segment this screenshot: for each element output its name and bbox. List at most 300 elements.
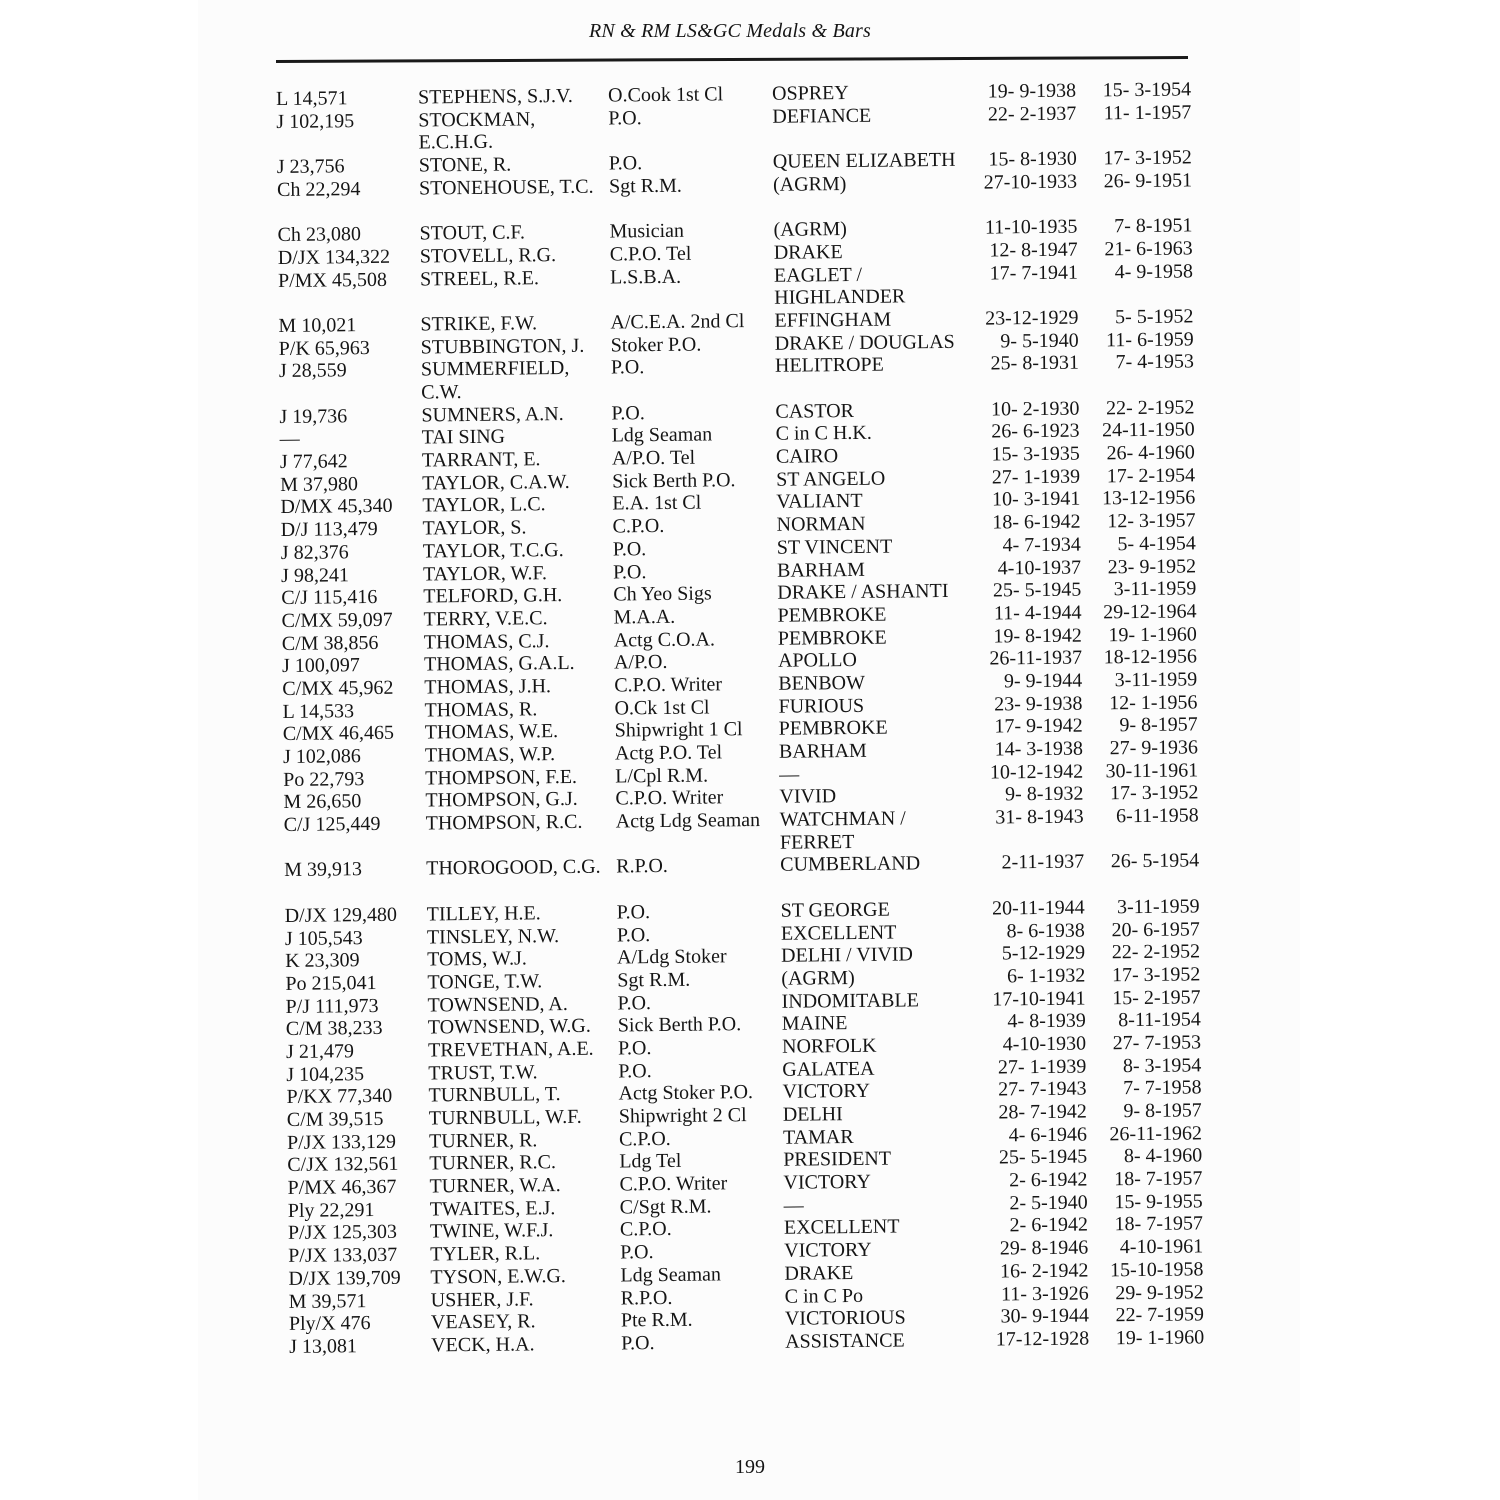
recipient-name: TARRANT, E. <box>421 448 541 472</box>
date-from: 25- 8-1931 <box>990 351 1080 375</box>
date-award: 6-11-1958 <box>1115 804 1199 828</box>
service-number: M 37,980 <box>280 472 359 496</box>
service-number: M 39,913 <box>284 858 363 882</box>
date-award: 26- 5-1954 <box>1110 849 1200 873</box>
date-award: 18- 7-1957 <box>1114 1167 1203 1191</box>
rank: P.O. <box>616 900 651 924</box>
date-from: 29- 8-1946 <box>999 1236 1089 1260</box>
rank: P.O. <box>608 106 642 130</box>
rank: Ldg Tel <box>619 1150 682 1173</box>
service-number: J 105,543 <box>284 926 363 950</box>
date-from: 4- 6-1946 <box>1008 1123 1088 1147</box>
date-from: 15- 3-1935 <box>991 442 1080 466</box>
rank: Ldg Seaman <box>620 1263 722 1287</box>
date-award: 12- 1-1956 <box>1109 691 1198 714</box>
rank: C/Sgt R.M. <box>619 1195 712 1219</box>
rank: P.O. <box>621 1332 655 1355</box>
date-from: 22- 2-1937 <box>987 102 1077 126</box>
ship: ASSISTANCE <box>785 1329 905 1353</box>
service-number: D/JX 134,322 <box>277 245 391 269</box>
date-from: 15- 8-1930 <box>988 147 1077 171</box>
recipient-name: TURNER, W.A. <box>429 1174 561 1198</box>
rank: A/P.O. Tel <box>611 446 696 470</box>
rank: Pte R.M. <box>620 1308 693 1332</box>
date-from: 12- 8-1947 <box>989 238 1078 262</box>
date-from: 19- 9-1938 <box>987 79 1077 103</box>
ship: NORFOLK <box>781 1034 877 1058</box>
rank: C.P.O. Writer <box>615 786 724 810</box>
service-number: J 98,241 <box>280 563 350 587</box>
service-number: J 19,736 <box>279 404 348 428</box>
date-from: 4-10-1930 <box>1002 1032 1087 1056</box>
date-award: 3-11-1959 <box>1114 668 1198 692</box>
service-number: P/KX 77,340 <box>286 1085 393 1109</box>
recipient-name: THOMAS, G.A.L. <box>423 652 575 676</box>
date-from: 16- 2-1942 <box>999 1259 1089 1283</box>
recipient-name: TRUST, T.W. <box>428 1060 538 1085</box>
date-award: 7- 4-1953 <box>1115 350 1195 374</box>
service-number: D/JX 139,709 <box>288 1266 401 1290</box>
rank: Actg Ldg Seaman <box>615 809 761 833</box>
date-from: 30- 9-1944 <box>1000 1304 1090 1328</box>
date-award: 30-11-1961 <box>1105 759 1199 783</box>
ship: — <box>783 1194 804 1217</box>
date-from: 17- 7-1941 <box>989 261 1079 285</box>
ship: CAIRO <box>775 445 839 468</box>
date-award: 27- 9-1936 <box>1109 736 1199 760</box>
date-from: 11- 3-1926 <box>1000 1282 1089 1306</box>
date-award: 11- 6-1959 <box>1105 328 1194 351</box>
recipient-name: THOMPSON, F.E. <box>425 765 578 790</box>
ship: EXCELLENT <box>783 1216 900 1240</box>
date-award: 9- 8-1957 <box>1119 713 1198 737</box>
ship: VALIANT <box>776 490 863 514</box>
service-number: Ch 22,294 <box>276 177 361 201</box>
date-from: 27- 1-1939 <box>997 1055 1087 1079</box>
service-number: J 102,195 <box>276 109 355 133</box>
rank: C.P.O. <box>612 515 665 538</box>
rank: C.P.O. Writer <box>619 1172 728 1196</box>
date-from: 9- 8-1932 <box>1004 782 1084 806</box>
service-number: Ch 23,080 <box>277 223 361 247</box>
ship: GALATEA <box>782 1057 875 1081</box>
rank: M.A.A. <box>613 605 676 629</box>
ship: PEMBROKE <box>777 626 887 650</box>
page-number: 199 <box>735 1456 765 1478</box>
rank: C.P.O. <box>618 1127 671 1151</box>
ship: ST GEORGE <box>780 898 890 922</box>
service-number: — <box>279 428 300 451</box>
service-number: Po 215,041 <box>285 971 377 995</box>
ship: WATCHMAN / FERRET <box>779 807 906 854</box>
date-award: 11- 1-1957 <box>1103 101 1192 125</box>
service-number: P/JX 133,037 <box>288 1243 398 1268</box>
ship: NORMAN <box>776 512 866 536</box>
rank: P.O. <box>617 991 652 1015</box>
date-from: 27- 7-1943 <box>998 1077 1087 1101</box>
recipient-name: TAYLOR, C.A.W. <box>422 470 570 495</box>
service-number: D/J 113,479 <box>280 518 378 542</box>
ship: VICTORY <box>782 1080 871 1104</box>
date-award: 27- 7-1953 <box>1112 1031 1202 1055</box>
ship: DRAKE <box>784 1261 854 1285</box>
date-award: 24-11-1950 <box>1101 418 1195 442</box>
date-from: 14- 3-1938 <box>994 737 1084 761</box>
ship: BARHAM <box>778 739 867 763</box>
date-award: 19- 1-1960 <box>1115 1326 1205 1350</box>
ship: ST ANGELO <box>776 467 886 491</box>
service-number: P/MX 46,367 <box>287 1175 397 1200</box>
ship: TAMAR <box>782 1125 854 1149</box>
rank: Sgt R.M. <box>617 968 691 992</box>
ship: (AGRM) <box>773 218 847 241</box>
recipient-name: TWAITES, E.J. <box>429 1196 556 1221</box>
date-award: 5- 4-1954 <box>1117 532 1196 556</box>
ship: — <box>779 763 800 786</box>
date-from: 9- 9-1944 <box>1003 669 1083 693</box>
rank: Shipwright 2 Cl <box>618 1104 747 1128</box>
date-award: 13-12-1956 <box>1101 486 1196 510</box>
date-award: 4- 9-1958 <box>1114 259 1194 283</box>
date-from: 4- 8-1939 <box>1007 1009 1086 1033</box>
recipient-name: TOMS, W.J. <box>427 947 527 971</box>
date-award: 22- 2-1952 <box>1105 396 1195 420</box>
recipient-name: STEPHENS, S.J.V. <box>417 84 573 109</box>
service-number: P/JX 133,129 <box>286 1130 397 1154</box>
service-number: C/J 115,416 <box>281 586 378 610</box>
recipient-name: TERRY, V.E.C. <box>423 607 548 631</box>
service-number: L 14,533 <box>282 699 355 723</box>
rank: P.O. <box>608 152 643 175</box>
service-number: J 13,081 <box>289 1335 358 1358</box>
service-number: L 14,571 <box>276 87 348 110</box>
date-award: 20- 6-1957 <box>1111 917 1200 941</box>
date-from: 6- 1-1932 <box>1006 964 1086 988</box>
ship: DEFIANCE <box>772 104 872 128</box>
service-number: J 23,756 <box>276 155 345 179</box>
ship: HELITROPE <box>774 353 884 378</box>
recipient-name: USHER, J.F. <box>430 1287 534 1311</box>
date-award: 22- 2-1952 <box>1111 940 1201 964</box>
service-number: P/K 65,963 <box>278 336 370 360</box>
ship: (AGRM) <box>772 172 847 196</box>
date-from: 18- 6-1942 <box>992 510 1081 534</box>
rank: P.O. <box>612 537 647 561</box>
date-from: 10- 3-1941 <box>991 488 1081 511</box>
service-number: J 21,479 <box>285 1040 355 1063</box>
ship: EAGLET / HIGHLANDER <box>773 263 906 310</box>
date-award: 22- 7-1959 <box>1115 1303 1205 1327</box>
date-award: 26- 4-1960 <box>1106 441 1195 465</box>
date-award: 17- 3-1952 <box>1109 781 1199 805</box>
service-number: D/MX 45,340 <box>280 495 393 519</box>
service-number: J 100,097 <box>281 654 360 678</box>
rank: O.Ck 1st Cl <box>614 696 710 720</box>
service-number: C/MX 45,962 <box>282 676 394 700</box>
date-award: 8- 3-1954 <box>1122 1054 1202 1077</box>
rank: Sick Berth P.O. <box>612 468 736 493</box>
rank: P.O. <box>616 923 651 947</box>
recipient-name: TOWNSEND, W.G. <box>427 1015 591 1039</box>
recipient-name: TILLEY, H.E. <box>426 902 541 926</box>
recipient-name: TAYLOR, W.F. <box>422 561 548 585</box>
service-number: K 23,309 <box>285 949 360 973</box>
date-award: 26-11-1962 <box>1109 1122 1203 1146</box>
date-award: 8-11-1954 <box>1118 1008 1201 1032</box>
ship: C in C Po <box>784 1284 864 1308</box>
rank: Ch Yeo Sigs <box>613 582 712 606</box>
date-from: 8- 6-1938 <box>1006 919 1085 942</box>
recipient-name: TYSON, E.W.G. <box>430 1264 566 1289</box>
service-number: J 104,235 <box>286 1062 365 1086</box>
date-from: 11-10-1935 <box>984 215 1078 239</box>
service-number: J 28,559 <box>278 359 347 383</box>
service-number: C/MX 46,465 <box>282 722 395 746</box>
service-number: C/M 38,233 <box>285 1017 383 1041</box>
rank: A/P.O. <box>613 651 668 674</box>
recipient-name: TWINE, W.F.J. <box>429 1219 554 1243</box>
date-from: 26- 6-1923 <box>991 419 1080 443</box>
rank: P.O. <box>612 560 647 583</box>
ship: VICTORY <box>783 1170 872 1194</box>
date-award: 15- 3-1954 <box>1102 78 1192 102</box>
date-from: 4-10-1937 <box>997 556 1082 579</box>
service-number: J 102,086 <box>282 745 361 768</box>
rank: O.Cook 1st Cl <box>607 83 724 107</box>
recipient-name: STOVELL, R.G. <box>419 243 557 268</box>
service-number: J 77,642 <box>279 450 348 474</box>
service-number: C/MX 59,097 <box>281 608 393 632</box>
date-award: 29- 9-1952 <box>1115 1280 1204 1304</box>
date-from: 2- 5-1940 <box>1009 1191 1088 1215</box>
recipient-name: TAYLOR, L.C. <box>422 493 546 517</box>
recipient-name: TONGE, T.W. <box>427 970 543 994</box>
rank: P.O. <box>611 401 645 425</box>
ship: ST VINCENT <box>776 535 893 559</box>
recipient-name: STONE, R. <box>418 153 512 177</box>
date-from: 25- 5-1945 <box>992 578 1082 602</box>
recipient-name: TINSLEY, N.W. <box>426 924 560 948</box>
date-award: 17- 3-1952 <box>1103 146 1192 170</box>
ship: INDOMITABLE <box>781 988 919 1013</box>
rank: P.O. <box>618 1059 652 1083</box>
rank: L/Cpl R.M. <box>615 764 709 788</box>
ship: DRAKE <box>773 240 843 264</box>
date-award: 23- 9-1952 <box>1107 554 1197 578</box>
ship: PEMBROKE <box>778 716 888 741</box>
service-number: Ply/X 476 <box>288 1312 371 1336</box>
ship: OSPREY <box>771 82 849 105</box>
date-award: 3-11-1959 <box>1116 895 1200 919</box>
date-from: 2- 6-1942 <box>1009 1168 1088 1192</box>
date-award: 15-10-1958 <box>1109 1258 1204 1282</box>
rank: R.P.O. <box>616 855 668 878</box>
date-from: 28- 7-1942 <box>998 1100 1087 1124</box>
date-from: 17-10-1941 <box>992 987 1086 1011</box>
recipient-name: THOROGOOD, C.G. <box>426 856 601 880</box>
ship: DRAKE / ASHANTI <box>777 580 949 604</box>
date-award: 17- 3-1952 <box>1111 963 1201 987</box>
date-from: 10- 2-1930 <box>990 397 1080 421</box>
ship: PEMBROKE <box>777 603 887 627</box>
date-from: 2-11-1937 <box>1001 851 1085 874</box>
recipient-name: TURNBULL, T. <box>428 1083 561 1107</box>
service-number: C/M 39,515 <box>286 1107 384 1131</box>
rank: Actg P.O. Tel <box>614 741 723 765</box>
date-award: 7- 7-1958 <box>1123 1076 1202 1100</box>
rank: E.A. 1st Cl <box>612 492 702 515</box>
date-award: 15- 9-1955 <box>1114 1190 1203 1214</box>
recipient-name: THOMAS, J.H. <box>424 675 552 699</box>
date-from: 25- 5-1945 <box>998 1145 1088 1169</box>
date-from: 4- 7-1934 <box>1002 533 1081 557</box>
rank: P.O. <box>617 1037 652 1060</box>
recipient-name: TREVETHAN, A.E. <box>427 1037 594 1062</box>
date-from: 17- 9-1942 <box>994 714 1083 738</box>
recipient-name: STREEL, R.E. <box>419 266 540 291</box>
date-from: 27- 1-1939 <box>991 465 1081 489</box>
service-number: C/M 38,856 <box>281 631 379 655</box>
rank: C.P.O. <box>619 1218 672 1241</box>
date-award: 18- 7-1957 <box>1114 1212 1204 1236</box>
recipient-name: STUBBINGTON, J. <box>420 334 585 359</box>
ship: EFFINGHAM <box>774 308 892 332</box>
service-number: M 26,650 <box>283 790 362 814</box>
date-award: 5- 5-1952 <box>1115 305 1194 329</box>
recipient-name: STOUT, C.F. <box>419 221 526 245</box>
recipient-name: TELFORD, G.H. <box>423 584 563 608</box>
date-award: 21- 6-1963 <box>1104 237 1193 261</box>
ship: CUMBERLAND <box>780 852 921 877</box>
recipient-name: VECK, H.A. <box>431 1333 535 1357</box>
rank: Sick Berth P.O. <box>617 1013 742 1037</box>
ship: VICTORY <box>784 1238 872 1262</box>
recipient-name: STOCKMAN, E.C.H.G. <box>418 107 536 154</box>
service-number: Po 22,793 <box>283 767 365 791</box>
recipient-name: TURNER, R.C. <box>429 1151 557 1175</box>
rank: Actg Stoker P.O. <box>618 1081 754 1105</box>
service-number: Ply 22,291 <box>287 1198 375 1222</box>
service-number: C/J 125,449 <box>283 813 381 837</box>
recipient-name: THOMAS, R. <box>424 697 538 722</box>
rank: L.S.B.A. <box>609 265 682 289</box>
recipient-name: TOWNSEND, A. <box>427 992 568 1017</box>
recipient-name: STONEHOUSE, T.C. <box>418 175 594 200</box>
rank: Actg C.O.A. <box>613 627 716 652</box>
rank: Shipwright 1 Cl <box>614 718 743 742</box>
ship: APOLLO <box>777 649 858 673</box>
ship: C in C H.K. <box>775 422 872 446</box>
date-from: 10-12-1942 <box>989 760 1084 784</box>
service-number: P/J 111,973 <box>285 994 379 1018</box>
date-from: 27-10-1933 <box>983 170 1078 194</box>
date-award: 8- 4-1960 <box>1123 1144 1203 1168</box>
ship: QUEEN ELIZABETH <box>772 148 956 173</box>
ship: EXCELLENT <box>780 921 897 945</box>
recipient-name: THOMAS, W.E. <box>424 720 559 744</box>
date-from: 11- 4-1944 <box>993 601 1082 625</box>
rank: A/C.E.A. 2nd Cl <box>610 310 745 334</box>
recipient-name: TAI SING <box>421 425 506 449</box>
ship: DELHI <box>782 1103 843 1126</box>
recipient-name: TURNER, R. <box>428 1129 538 1153</box>
date-award: 19- 1-1960 <box>1108 622 1197 646</box>
date-award: 12- 3-1957 <box>1107 509 1196 533</box>
medal-roll-list <box>276 78 1230 1388</box>
recipient-name: TAYLOR, S. <box>422 516 527 540</box>
recipient-name: SUMNERS, A.N. <box>421 402 564 427</box>
rank: R.P.O. <box>620 1286 673 1309</box>
service-number: P/JX 125,303 <box>287 1221 398 1245</box>
ship: CASTOR <box>775 399 855 423</box>
date-award: 15- 2-1957 <box>1112 985 1201 1009</box>
service-number: C/JX 132,561 <box>287 1153 399 1177</box>
date-from: 31- 8-1943 <box>995 805 1084 829</box>
rank: Musician <box>609 219 685 243</box>
ship: VIVID <box>779 785 837 809</box>
rank: Sgt R.M. <box>608 174 682 198</box>
ship: BARHAM <box>776 558 865 582</box>
ship: DELHI / VIVID <box>781 943 914 967</box>
date-from: 23-12-1929 <box>985 306 1079 330</box>
ship: FURIOUS <box>778 694 865 718</box>
recipient-name: STRIKE, F.W. <box>420 312 538 336</box>
date-from: 2- 6-1942 <box>1009 1214 1089 1237</box>
service-number: M 10,021 <box>278 314 357 337</box>
date-award: 17- 2-1954 <box>1106 464 1196 488</box>
recipient-name: TURNBULL, W.F. <box>428 1105 582 1130</box>
date-from: 23- 9-1938 <box>994 692 1083 716</box>
service-number: P/MX 45,508 <box>277 268 388 292</box>
date-award: 18-12-1956 <box>1103 645 1198 669</box>
recipient-name: THOMAS, W.P. <box>424 743 556 767</box>
service-number: M 39,571 <box>288 1289 367 1313</box>
ship: BENBOW <box>778 671 866 695</box>
ship: (AGRM) <box>781 966 855 990</box>
ship: VICTORIOUS <box>784 1306 906 1330</box>
recipient-name: THOMAS, C.J. <box>423 629 550 654</box>
service-number: J 82,376 <box>280 541 349 564</box>
ship: PRESIDENT <box>783 1148 892 1172</box>
date-from: 20-11-1944 <box>991 896 1085 920</box>
recipient-name: TAYLOR, T.C.G. <box>422 538 564 563</box>
rank: P.O. <box>620 1241 654 1264</box>
date-from: 26-11-1937 <box>989 646 1083 670</box>
date-from: 19- 8-1942 <box>993 624 1082 648</box>
recipient-name: THOMPSON, R.C. <box>425 810 583 835</box>
recipient-name: VEASEY, R. <box>430 1310 536 1334</box>
rank: P.O. <box>610 356 645 379</box>
rank: C.P.O. Writer <box>614 673 723 697</box>
date-from: 9- 5-1940 <box>1000 329 1079 353</box>
date-from: 5-12-1929 <box>1001 941 1086 965</box>
rank: C.P.O. Tel <box>609 242 692 266</box>
service-number: D/JX 129,480 <box>284 903 398 927</box>
date-award: 4-10-1961 <box>1119 1235 1204 1259</box>
rank: Stoker P.O. <box>610 333 702 357</box>
date-award: 3-11-1959 <box>1113 577 1197 601</box>
rank: A/Ldg Stoker <box>617 945 727 969</box>
date-award: 7- 8-1951 <box>1114 214 1193 238</box>
date-award: 29-12-1964 <box>1103 600 1197 624</box>
date-award: 26- 9-1951 <box>1103 169 1193 193</box>
date-award: 9- 8-1957 <box>1123 1099 1202 1123</box>
date-from: 17-12-1928 <box>995 1327 1090 1351</box>
running-head: RN & RM LS&GC Medals & Bars <box>588 20 872 42</box>
recipient-name: SUMMERFIELD, C.W. <box>420 357 570 404</box>
ship: DRAKE / DOUGLAS <box>774 330 955 355</box>
recipient-name: THOMPSON, G.J. <box>425 788 578 812</box>
